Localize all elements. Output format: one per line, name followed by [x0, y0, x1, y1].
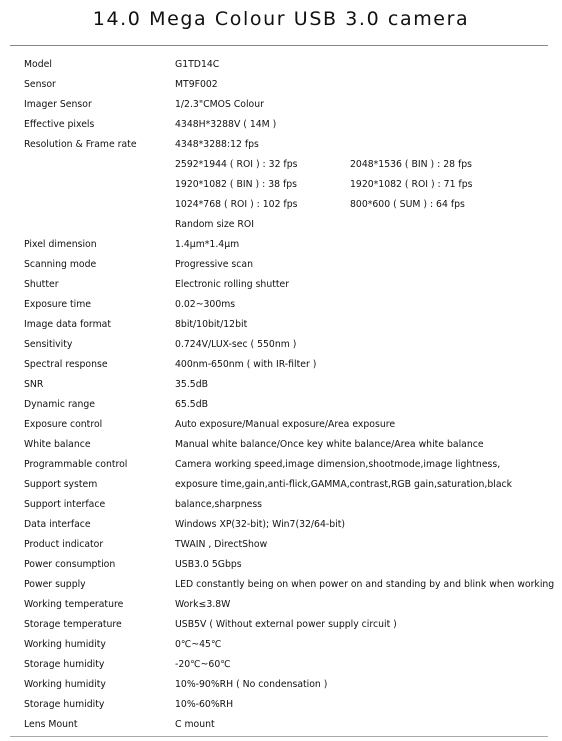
spec-label: Sensitivity — [24, 339, 73, 350]
spec-row — [0, 376, 562, 394]
spec-label: Support system — [24, 479, 98, 490]
spec-label: Effective pixels — [24, 119, 95, 130]
spec-label: Imager Sensor — [24, 99, 92, 110]
spec-value: Auto exposure/Manual exposure/Area exposure — [175, 419, 396, 430]
spec-row — [0, 536, 562, 554]
spec-row — [0, 336, 562, 354]
spec-value: 10%-60%RH — [175, 699, 234, 710]
spec-value: MT9F002 — [175, 79, 218, 90]
spec-row — [0, 396, 562, 414]
spec-label: Scanning mode — [24, 259, 97, 270]
spec-row — [0, 436, 562, 454]
spec-row — [0, 456, 562, 474]
page-title: 14.0 Mega Colour USB 3.0 camera — [92, 8, 470, 30]
spec-row — [0, 636, 562, 654]
spec-row — [0, 276, 562, 294]
spec-row — [0, 656, 562, 674]
spec-label: Exposure time — [24, 299, 91, 310]
spec-value: 35.5dB — [175, 379, 208, 390]
title-divider — [10, 45, 548, 46]
spec-value: USB5V ( Without external power supply circuit ) — [175, 619, 397, 630]
spec-value: 0℃~45℃ — [175, 639, 222, 650]
spec-row — [0, 316, 562, 334]
spec-label: Dynamic range — [24, 399, 95, 410]
spec-row — [0, 516, 562, 534]
spec-value: Work≤3.8W — [175, 599, 231, 610]
spec-row — [0, 136, 562, 154]
spec-value: 4348H*3288V ( 14M ) — [175, 119, 277, 130]
spec-label: Model — [24, 59, 52, 70]
spec-label: Programmable control — [24, 459, 128, 470]
spec-value: Manual white balance/Once key white balance/Area white balance — [175, 439, 484, 450]
spec-row — [0, 556, 562, 574]
spec-value: balance,sharpness — [175, 499, 263, 510]
spec-row — [0, 116, 562, 134]
resolution-mode: 800*600 ( SUM ) : 64 fps — [350, 199, 465, 210]
resolution-mode: 1920*1082 ( BIN ) : 38 fps — [175, 179, 298, 190]
spec-row — [0, 296, 562, 314]
bottom-divider — [10, 736, 548, 737]
spec-value: 0.02~300ms — [175, 299, 236, 310]
spec-value: 8bit/10bit/12bit — [175, 319, 248, 330]
spec-value: Windows XP(32-bit); Win7(32/64-bit) — [175, 519, 345, 530]
spec-value: TWAIN , DirectShow — [175, 539, 268, 550]
spec-label: Shutter — [24, 279, 59, 290]
spec-label: SNR — [24, 379, 44, 390]
spec-label: Power supply — [24, 579, 86, 590]
spec-row — [0, 576, 562, 594]
spec-value: C mount — [175, 719, 215, 730]
spec-row — [0, 416, 562, 434]
resolution-mode: 2048*1536 ( BIN ) : 28 fps — [350, 159, 473, 170]
spec-value: 10%-90%RH ( No condensation ) — [175, 679, 328, 690]
resolution-mode: 2592*1944 ( ROI ) : 32 fps — [175, 159, 298, 170]
spec-row — [0, 236, 562, 254]
spec-label: Image data format — [24, 319, 111, 330]
spec-label: Exposure control — [24, 419, 103, 430]
random-size-note: Random size ROI — [175, 219, 254, 230]
spec-value: G1TD14C — [175, 59, 220, 70]
spec-row — [0, 76, 562, 94]
spec-value: 400nm-650nm ( with IR-filter ) — [175, 359, 317, 370]
spec-label: Support interface — [24, 499, 106, 510]
spec-value: 1.4μm*1.4μm — [175, 239, 240, 250]
spec-value: 0.724V/LUX-sec ( 550nm ) — [175, 339, 297, 350]
spec-label: Data interface — [24, 519, 91, 530]
spec-row — [0, 256, 562, 274]
spec-label: Sensor — [24, 79, 56, 90]
spec-row — [0, 676, 562, 694]
spec-row — [0, 716, 562, 734]
spec-value: Electronic rolling shutter — [175, 279, 290, 290]
spec-label: Product indicator — [24, 539, 104, 550]
spec-label: Working temperature — [24, 599, 124, 610]
spec-label: Lens Mount — [24, 719, 78, 730]
spec-value: LED constantly being on when power on and standing by and blink when working — [175, 579, 555, 590]
spec-value: 4348*3288:12 fps — [175, 139, 259, 150]
spec-label: Storage humidity — [24, 699, 105, 710]
spec-row — [0, 596, 562, 614]
spec-value: exposure time,gain,anti-flick,GAMMA,contrast,RGB gain,saturation,black — [175, 479, 513, 490]
spec-value: 1/2.3"CMOS Colour — [175, 99, 264, 110]
spec-label: Storage temperature — [24, 619, 122, 630]
resolution-mode: 1024*768 ( ROI ) : 102 fps — [175, 199, 298, 210]
spec-row — [0, 476, 562, 494]
spec-row — [0, 56, 562, 74]
spec-row — [0, 696, 562, 714]
spec-value: 65.5dB — [175, 399, 208, 410]
resolution-mode: 1920*1082 ( ROI ) : 71 fps — [350, 179, 473, 190]
spec-row — [0, 356, 562, 374]
spec-label: Storage humidity — [24, 659, 105, 670]
spec-label: Resolution & Frame rate — [24, 139, 137, 150]
spec-value: USB3.0 5Gbps — [175, 559, 242, 570]
spec-row — [0, 616, 562, 634]
spec-label: Spectral response — [24, 359, 108, 370]
spec-value: Progressive scan — [175, 259, 253, 270]
spec-row — [0, 96, 562, 114]
spec-label: Working humidity — [24, 639, 106, 650]
spec-label: Pixel dimension — [24, 239, 97, 250]
spec-label: Power consumption — [24, 559, 116, 570]
spec-value: Camera working speed,image dimension,shootmode,image lightness, — [175, 459, 501, 470]
spec-label: Working humidity — [24, 679, 106, 690]
spec-label: White balance — [24, 439, 91, 450]
spec-value: -20℃~60℃ — [175, 659, 231, 670]
spec-row — [0, 496, 562, 514]
